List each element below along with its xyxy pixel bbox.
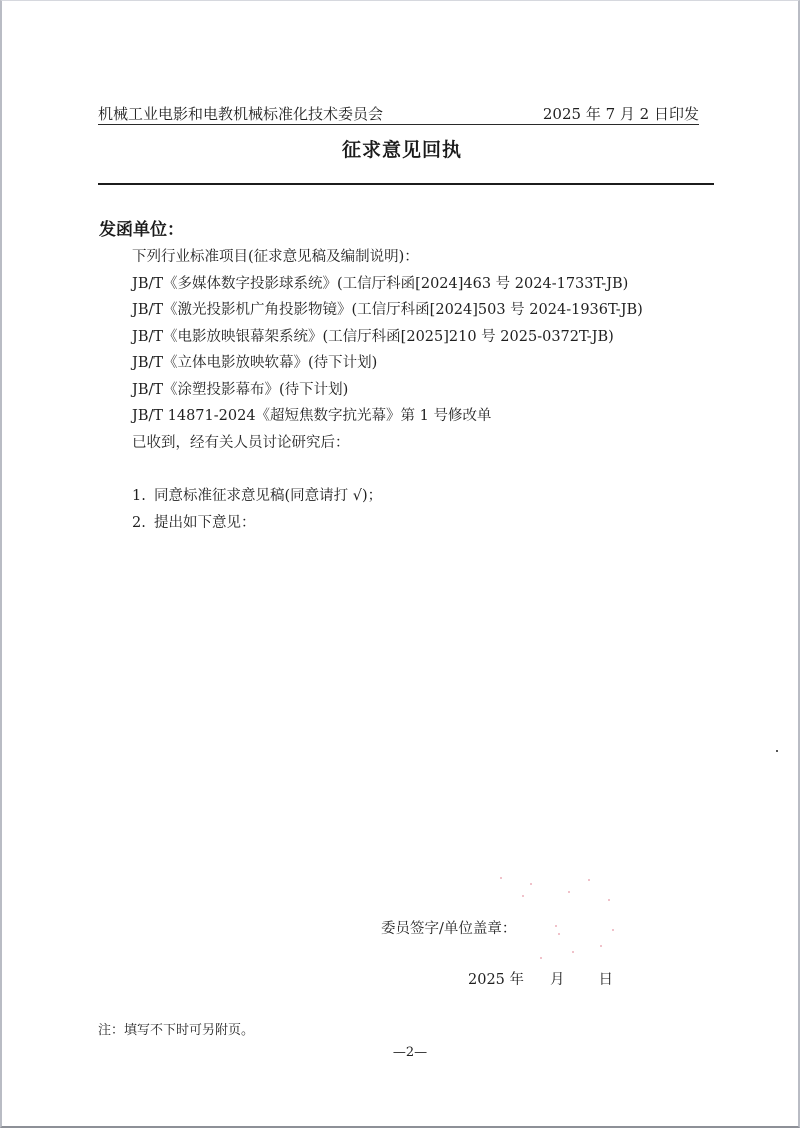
stamp-dot bbox=[530, 883, 532, 885]
signature-field[interactable]: 委员签字/单位盖章： bbox=[381, 921, 517, 937]
date-year: 2025 年 bbox=[468, 972, 525, 988]
stamp-dot bbox=[558, 933, 560, 935]
stamp-dot bbox=[500, 877, 502, 879]
footnote: 注：填写不下时可另附页。 bbox=[98, 1023, 255, 1038]
option-comments[interactable] bbox=[132, 510, 382, 537]
option-number: 2. bbox=[132, 514, 146, 531]
stamp-dot bbox=[555, 925, 557, 927]
standard-item: JB/T《电影放映银幕架系统》(工信厅科函[2025]210 号 2025-0372T-JB) bbox=[132, 328, 614, 345]
standards-list bbox=[132, 244, 643, 456]
date-month: 月 bbox=[550, 972, 565, 988]
date-day: 日 bbox=[598, 972, 614, 988]
stamp-dot bbox=[612, 929, 614, 931]
stamp-dot bbox=[522, 895, 524, 897]
standard-item: JB/T《立体电影放映软幕》(待下计划) bbox=[132, 355, 378, 371]
scan-speck bbox=[776, 750, 778, 752]
opinion-options bbox=[132, 483, 382, 536]
option-number: 1. bbox=[132, 488, 146, 504]
title-divider bbox=[98, 183, 714, 185]
date-field[interactable] bbox=[468, 968, 613, 989]
standard-item: JB/T《多媒体数字投影球系统》(工信厅科函[2024]463 号 2024-1733T-JB) bbox=[132, 275, 629, 292]
page-number: —2— bbox=[392, 1045, 428, 1060]
received-text: 已收到，经有关人员讨论研究后： bbox=[132, 434, 350, 451]
document-header bbox=[98, 104, 699, 125]
stamp-dot bbox=[572, 951, 574, 953]
option-text: 同意标准征求意见稿(同意请打 √)； bbox=[154, 488, 383, 504]
stamp-dot bbox=[600, 945, 602, 947]
stamp-dot bbox=[540, 957, 542, 959]
option-agree[interactable] bbox=[132, 483, 382, 510]
standard-item: JB/T 14871-2024《超短焦数字抗光幕》第 1 号修改单 bbox=[132, 408, 492, 424]
standard-item: JB/T《激光投影机广角投影物镜》(工信厅科函[2024]503 号 2024-1936T-JB) bbox=[132, 302, 643, 318]
option-text: 提出如下意见： bbox=[154, 514, 256, 531]
issue-date: 2025 年 7 月 2 日印发 bbox=[542, 105, 699, 123]
intro-text: 下列行业标准项目(征求意见稿及编制说明)： bbox=[132, 249, 419, 265]
stamp-dot bbox=[568, 891, 570, 893]
document-title: 征求意见回执 bbox=[341, 139, 462, 161]
issuing-organization: 机械工业电影和电教机械标准化技术委员会 bbox=[98, 105, 384, 123]
sender-label: 发函单位： bbox=[99, 220, 184, 240]
standard-item: JB/T《涂塑投影幕布》(待下计划) bbox=[132, 381, 349, 398]
stamp-dot bbox=[588, 879, 590, 881]
stamp-dot bbox=[608, 899, 610, 901]
